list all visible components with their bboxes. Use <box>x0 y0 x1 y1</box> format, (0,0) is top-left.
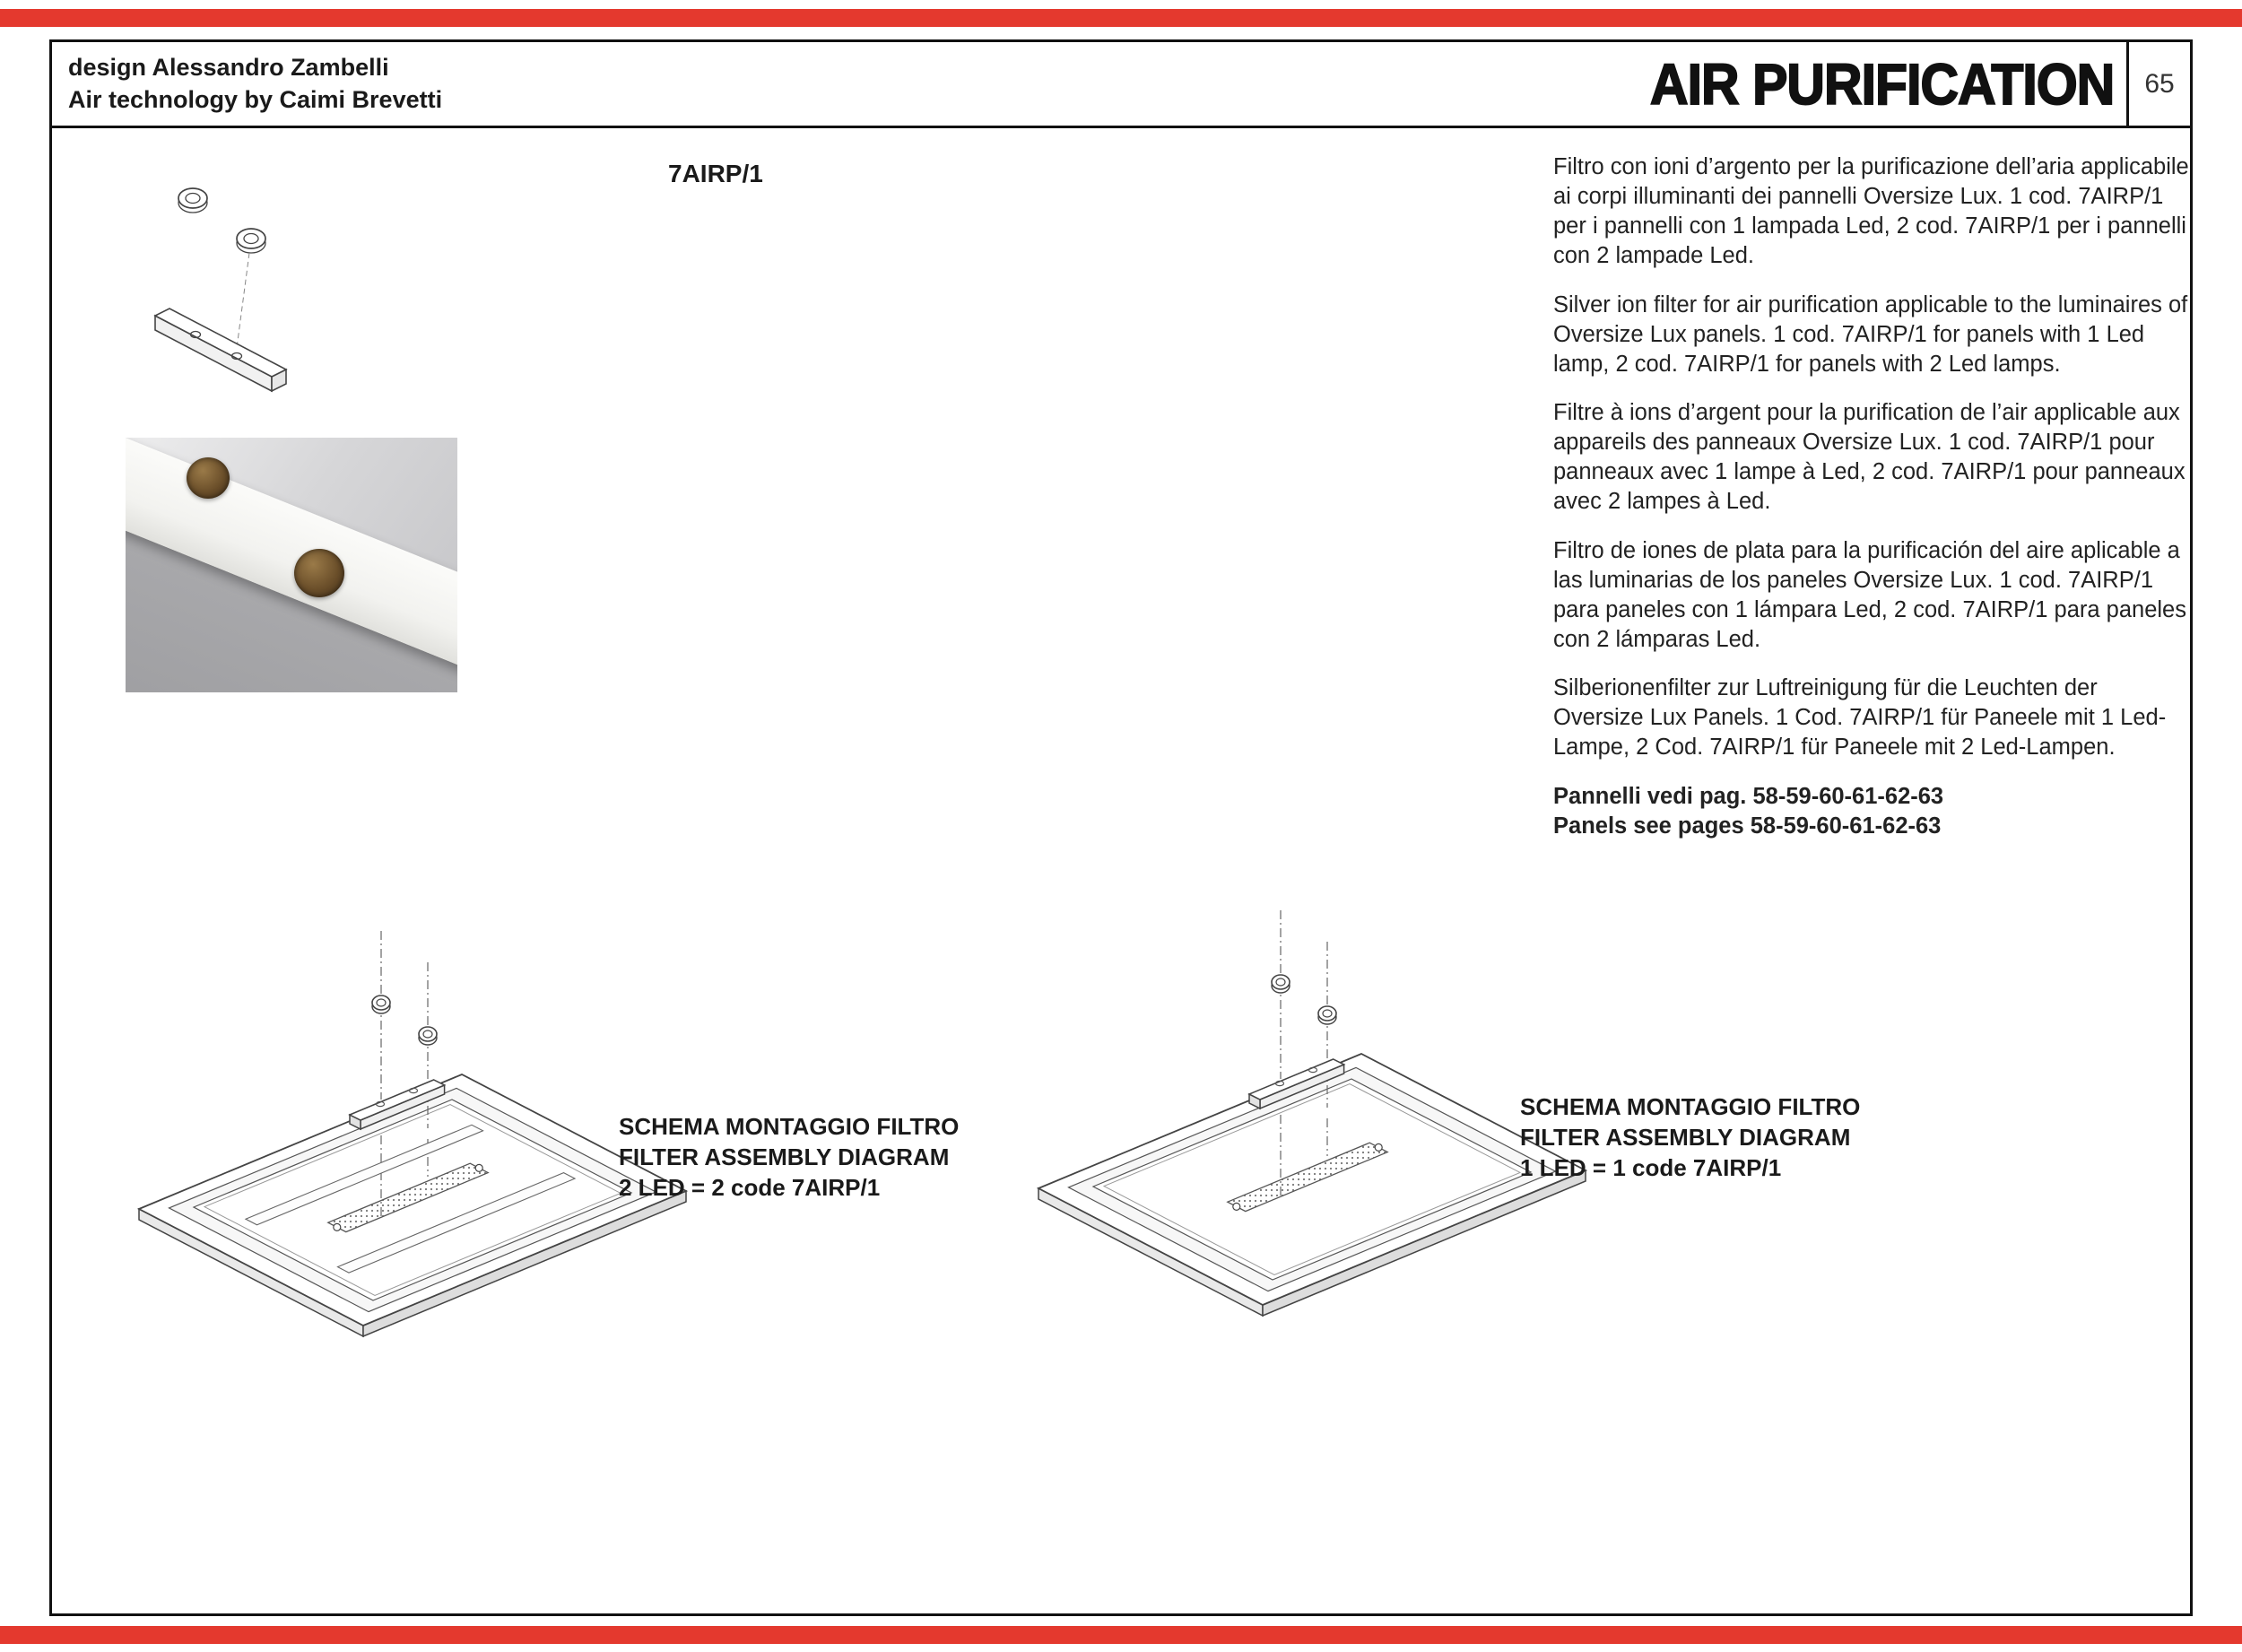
nut-icon <box>178 188 207 213</box>
filter-bar-technical-drawing <box>142 170 375 417</box>
filter-disc <box>294 549 344 597</box>
diagram-label-line: SCHEMA MONTAGGIO FILTRO <box>1520 1093 1861 1120</box>
description-french: Filtre à ions d’argent pour la purification de l’air applicable aux appareils des panneaux Oversize Lux. 1 cod. 7AIRP/1 pour panneaux avec 1 lampe à Led, 2 cod. 7AIRP/1 pour panneaux avec 2 lampes à Led. <box>1553 399 2186 515</box>
description-italian: Filtro con ioni d’argento per la purificazione dell’aria applicabile ai corpi illuminanti dei pannelli Oversize Lux. 1 cod. 7AIRP/1 per i pannelli con 1 lampada Led, 2 cod. 7AIRP/1 per i pannelli con 2 lampade Led. <box>1553 154 2189 269</box>
nut-icon <box>237 229 265 253</box>
product-photo <box>126 438 457 692</box>
leader-line <box>237 253 249 348</box>
description-column <box>1553 152 2192 841</box>
designer-line-1: design Alessandro Zambelli <box>68 54 389 82</box>
diagram-label-line: 1 LED = 1 code 7AIRP/1 <box>1520 1153 1782 1181</box>
description-english: Silver ion filter for air purification applicable to the luminaires of Oversize Lux panels. 1 cod. 7AIRP/1 for panels with 1 Led lamp, 2 cod. 7AIRP/1 for panels with 2 Led lamps. <box>1553 291 2188 377</box>
diagram-label-line: SCHEMA MONTAGGIO FILTRO <box>619 1113 960 1140</box>
description-spanish: Filtro de iones de plata para la purificación del aire aplicable a las luminarias de los paneles Oversize Lux. 1 cod. 7AIRP/1 para paneles con 1 lámpara Led, 2 cod. 7AIRP/1 para paneles con 2 lámparas Led. <box>1553 537 2186 652</box>
designer-credit <box>52 52 1610 115</box>
pages-note-english: Panels see pages 58-59-60-61-62-63 <box>1553 813 1942 839</box>
page-header <box>52 42 2190 128</box>
diagram-label-right <box>1520 1092 1860 1183</box>
diagram-label-left <box>619 1112 959 1203</box>
filter-disc <box>187 457 230 499</box>
pages-note-italian: Pannelli vedi pag. 58-59-60-61-62-63 <box>1553 783 1944 809</box>
iso-panel-drawing <box>139 931 686 1336</box>
diagram-label-line: FILTER ASSEMBLY DIAGRAM <box>619 1143 950 1170</box>
bottom-accent-bar <box>0 1626 2242 1644</box>
page-title: AIR PURIFICATION <box>1649 51 2114 117</box>
designer-line-2: Air technology by Caimi Brevetti <box>68 85 443 113</box>
filter-bar-drawing <box>155 309 286 391</box>
diagram-label-line: FILTER ASSEMBLY DIAGRAM <box>1520 1123 1851 1151</box>
product-code: 7AIRP/1 <box>668 160 763 187</box>
description-german: Silberionenfilter zur Luftreinigung für die Leuchten der Oversize Lux Panels. 1 Cod. 7AIRP/1 für Paneele mit 1 Led-Lampe, 2 Cod. 7AIRP/1 für Paneele mit 2 Led-Lampen. <box>1553 675 2167 761</box>
iso-panel-drawing <box>1038 910 1586 1316</box>
page-number: 65 <box>2144 68 2175 99</box>
diagram-label-line: 2 LED = 2 code 7AIRP/1 <box>619 1173 881 1201</box>
top-accent-bar <box>0 9 2242 27</box>
